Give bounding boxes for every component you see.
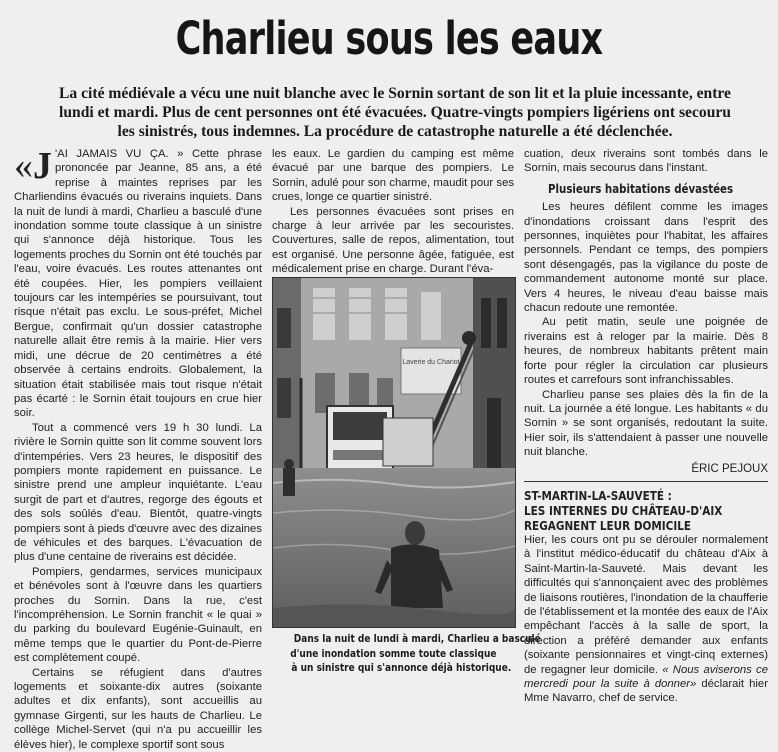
box-divider — [524, 481, 768, 482]
article-column-3 — [524, 147, 768, 706]
body-paragraph: les eaux. Le gardien du camping est même évacué par une barque des pompiers. Le Sornin, adulé pour son charme, maudit pour ses crues, longe ce quartier sinistré. — [272, 148, 514, 204]
flood-photo-illustration — [273, 278, 515, 627]
body-paragraph: Au petit matin, seule une poignée de riverains est à reloger par la mairie. Dès 8 heures, de nombreux habitants prêtent main forte pour régler la circulation car plusieurs routes et carrefours sont infranchissables. — [524, 316, 768, 387]
caption-line: à un sinistre qui s'annonce déjà historique. — [291, 662, 512, 674]
drop-cap — [14, 145, 52, 187]
body-paragraph: Charlieu panse ses plaies dès la fin de la nuit. La journée a été longue. Les habitants « du Sornin » se sont organisés, redoutant la suite. Hier soir, ils s'attendaient à passer une nouvelle nuit blanche. — [524, 388, 768, 459]
body-paragraph: Tout a commencé vers 19 h 30 lundi. La rivière le Sornin quitte son lit comme souvent lors d'intempéries. Vers 23 heures, le dispositif des pompiers monte rapidement en puissance. Le sinistre prend une ampleur inquiétante. L'eau surgit de part et d'autres, regorge des égouts et des sols soûlés d'eau. Bientôt, quatre-vingts pompiers sont à pieds d'œuvre avec des dizaines de véhicules et des barques. L'évacuation de plus d'une centaine de riverains est décidée. — [14, 421, 262, 564]
box-text-end: déclarait hier Mme Navarro, chef de service. — [524, 678, 768, 705]
box-paragraph — [524, 533, 768, 706]
page-headline: Charlieu sous les eaux — [175, 12, 603, 65]
flood-photo — [272, 277, 516, 628]
box-text: Hier, les cours ont pu se dérouler normalement à l'institut médico-éducatif du château d'Aix à Saint-Martin-la-Sauveté. Mais devant les difficultés qui s'annonçaient avec des problèmes de liaisons routières, l'inondation de la chaufferie de l'établissement et la montée des eaux de l'Aix empêchant l'accès à la salle de sport, la direction a préféré demander aux enfants (soixante pensionnaires et vingt-cinq externes) de regagner leur domicile. — [524, 533, 768, 676]
box-headline-line: REGAGNENT LEUR DOMICILE — [524, 517, 692, 533]
opening-paragraph — [14, 147, 262, 421]
author-signature: ÉRIC PEJOUX — [691, 462, 768, 475]
box-quote: « Nous aviserons ce mercredi pour la suite à donner» — [524, 663, 768, 690]
box-headline-line: ST-MARTIN-LA-SAUVETÉ : — [524, 487, 672, 503]
box-headline — [524, 488, 768, 533]
body-paragraph: Les personnes évacuées sont prises en charge à leur arrivée par les secouristes. Couvertures, salle de repos, alimentation, tout est organisé. Une personne âgée, fatiguée, est médicalement prise en charge. Durant l'éva- — [272, 205, 514, 276]
body-paragraph: cuation, deux riverains sont tombés dans le Sornin, mais secourus dans l'instant. — [524, 148, 768, 175]
caption-line: d'une inondation somme toute classique — [290, 647, 497, 660]
wading-man — [405, 521, 425, 545]
article-column-1 — [14, 147, 262, 752]
article-deck: La cité médiévale a vécu une nuit blanche avec le Sornin sortant de son lit et la pluie incessante, entre lundi et mardi. Plus de cent personnes ont été évacuées. Quatre-vingts pompiers ligériens ont secouru les sinistrés, tous indemnes. La procédure de catastrophe naturelle a été déclenchée. — [59, 85, 731, 140]
firefighter-on-ladder — [462, 331, 476, 345]
article-column-2 — [272, 147, 514, 277]
shop-sign: Laverie du Chariot — [402, 359, 460, 366]
drop-cap-letter: J — [33, 145, 52, 187]
photo-caption — [272, 632, 541, 676]
section-subhead: Plusieurs habitations dévastées — [548, 180, 734, 196]
body-paragraph: Certains se réfugient dans d'autres logements et soixante-dix autres (soixante adultes et dix enfants), sont accueillis au gymnase Girgenti, sur les hauts de Charlieu. Le collège Michel-Servet (qui n'a pu accueillir les élèves hier), le complexe sportif sont sous — [14, 666, 262, 751]
body-paragraph: Les heures défilent comme les images d'inondations croissant dans l'esprit des personnes, inquiètes pour l'habitat, les affaires personnels. Pendant ce temps, des pompiers sont désengagés, pas la vigilance du poste de commandement autonome monté sur place. Vers 4 heures, le niveau d'eau baisse mais chacun redoute une remontée. — [524, 201, 768, 315]
box-headline-line: LES INTERNES DU CHÂTEAU-D'AIX — [524, 502, 723, 518]
body-paragraph: Pompiers, gendarmes, services municipaux et bénévoles sont à l'œuvre dans les quartiers proches du Sornin. Dans la rue, c'est l'incompréhension. Le Sornin franchit « le quai » du parking du boulevard Eugénie-Guinault, en même temps que le quartier du Pont-de-Pierre est complètement coupé. — [14, 565, 262, 665]
opening-paragraph-text: 'AI JAMAIS VU ÇA. » Cette phrase prononcée par Jeanne, 85 ans, a été reprise à maintes reprises par les Charliendins évacués ou riverains inquiets. Dans la nuit de lundi à mardi, Charlieu a basculé d'une inondation somme toute classique à un sinistre qui s'annonce déjà historique. Tous les logements proches du Sornin ont été touchés par l'eau, voire évacués. Les routes attenantes ont été coupées. Hier, les pompiers veillaient toujours car les intempéries se poursuivant, tout risque n'était pas exclu. Le sous-préfet, Michel Bergue, confirmait qu'un dossier catastrophe naturelle allait être remis à la mairie. Hier vers midi, une décrue de 20 centimètres a été observée à certains endroits. Globalement, la situation était stabilisée mais tout risque n'était pas écarté : le Sornin était toujours en crue hier soir. — [14, 148, 262, 420]
drop-cap-quote: « — [14, 145, 33, 187]
caption-line: Dans la nuit de lundi à mardi, Charlieu a basculé — [293, 633, 541, 645]
